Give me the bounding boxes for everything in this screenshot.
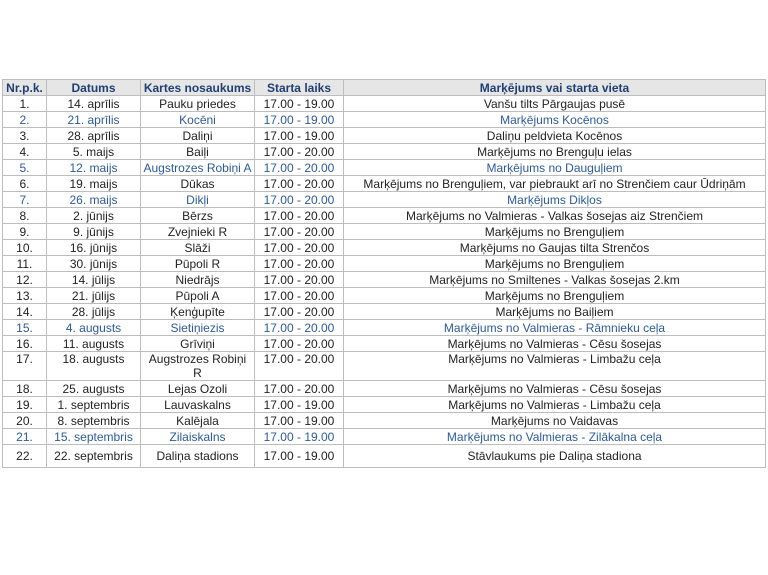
- row-map-name: Kocēni: [141, 112, 255, 128]
- row-start-place: Daliņu peldvieta Kocēnos: [344, 128, 766, 144]
- row-start-place: Marķējums no Valmieras - Rāmnieku ceļa: [344, 320, 766, 336]
- row-number: 4.: [3, 144, 47, 160]
- row-start-time: 17.00 - 20.00: [255, 336, 344, 352]
- row-start-time: 17.00 - 19.00: [255, 128, 344, 144]
- row-start-place: Marķējums no Dauguļiem: [344, 160, 766, 176]
- row-map-name: Pūpoli A: [141, 288, 255, 304]
- table-row: [3, 288, 766, 304]
- row-number: 8.: [3, 208, 47, 224]
- table-row: [3, 272, 766, 288]
- row-start-time: 17.00 - 20.00: [255, 272, 344, 288]
- row-map-name: Bērzs: [141, 208, 255, 224]
- table-row: [3, 240, 766, 256]
- table-row: [3, 208, 766, 224]
- row-start-place: Marķējums no Valmieras - Cēsu šosejas: [344, 336, 766, 352]
- header-nr: Nr.p.k.: [3, 80, 47, 96]
- row-start-time: 17.00 - 20.00: [255, 304, 344, 320]
- schedule-table: [2, 79, 766, 468]
- row-start-time: 17.00 - 20.00: [255, 240, 344, 256]
- row-number: 7.: [3, 192, 47, 208]
- row-start-time: 17.00 - 19.00: [255, 112, 344, 128]
- row-number: 20.: [3, 413, 47, 429]
- row-date: 28. aprīlis: [47, 128, 141, 144]
- row-start-time: 17.00 - 19.00: [255, 413, 344, 429]
- row-date: 16. jūnijs: [47, 240, 141, 256]
- row-number: 22.: [3, 445, 47, 468]
- row-start-place: Marķējums no Valmieras - Limbažu ceļa: [344, 397, 766, 413]
- row-map-name: Pauku priedes: [141, 96, 255, 112]
- table-row: [3, 336, 766, 352]
- row-date: 1. septembris: [47, 397, 141, 413]
- row-date: 22. septembris: [47, 445, 141, 468]
- row-start-place: Marķējums no Vaidavas: [344, 413, 766, 429]
- table-row: [3, 160, 766, 176]
- row-start-time: 17.00 - 20.00: [255, 381, 344, 397]
- row-number: 19.: [3, 397, 47, 413]
- row-date: 21. jūlijs: [47, 288, 141, 304]
- row-start-place: Marķējums no Valmieras - Limbažu ceļa: [344, 352, 766, 381]
- row-map-name: Daliņa stadions: [141, 445, 255, 468]
- row-start-time: 17.00 - 19.00: [255, 429, 344, 445]
- row-start-time: 17.00 - 20.00: [255, 160, 344, 176]
- table-row: [3, 304, 766, 320]
- row-start-place: Marķējums no Valmieras - Valkas šosejas aiz Strenčiem: [344, 208, 766, 224]
- row-date: 9. jūnijs: [47, 224, 141, 240]
- row-start-time: 17.00 - 20.00: [255, 144, 344, 160]
- table-row: [3, 144, 766, 160]
- row-date: 4. augusts: [47, 320, 141, 336]
- row-map-name: Augstrozes Robiņi R: [141, 352, 255, 381]
- row-number: 11.: [3, 256, 47, 272]
- row-start-place: Marķējums no Valmieras - Zilākalna ceļa: [344, 429, 766, 445]
- row-date: 14. jūlijs: [47, 272, 141, 288]
- row-number: 14.: [3, 304, 47, 320]
- row-start-time: 17.00 - 20.00: [255, 288, 344, 304]
- header-row: [3, 80, 766, 96]
- row-date: 25. augusts: [47, 381, 141, 397]
- row-date: 26. maijs: [47, 192, 141, 208]
- row-number: 15.: [3, 320, 47, 336]
- row-number: 17.: [3, 352, 47, 381]
- row-start-place: Stāvlaukums pie Daliņa stadiona: [344, 445, 766, 468]
- row-start-place: Vanšu tilts Pārgaujas pusē: [344, 96, 766, 112]
- table-body: [3, 96, 766, 468]
- row-number: 12.: [3, 272, 47, 288]
- row-map-name: Sietiņiezis: [141, 320, 255, 336]
- row-map-name: Lauvaskalns: [141, 397, 255, 413]
- row-start-place: Marķējums Dikļos: [344, 192, 766, 208]
- header-start-time: Starta laiks: [255, 80, 344, 96]
- row-map-name: Augstrozes Robiņi A: [141, 160, 255, 176]
- row-map-name: Niedrājs: [141, 272, 255, 288]
- row-map-name: Slāži: [141, 240, 255, 256]
- row-date: 8. septembris: [47, 413, 141, 429]
- row-start-time: 17.00 - 20.00: [255, 320, 344, 336]
- table-row: [3, 352, 766, 381]
- row-number: 5.: [3, 160, 47, 176]
- row-start-time: 17.00 - 19.00: [255, 96, 344, 112]
- row-number: 9.: [3, 224, 47, 240]
- table-row: [3, 381, 766, 397]
- row-date: 5. maijs: [47, 144, 141, 160]
- row-start-time: 17.00 - 20.00: [255, 256, 344, 272]
- row-map-name: Ķenģupīte: [141, 304, 255, 320]
- table-row: [3, 176, 766, 192]
- row-date: 28. jūlijs: [47, 304, 141, 320]
- row-date: 21. aprīlis: [47, 112, 141, 128]
- row-number: 16.: [3, 336, 47, 352]
- row-map-name: Daliņi: [141, 128, 255, 144]
- table-row: [3, 224, 766, 240]
- row-start-place: Marķējums no Brenguļiem: [344, 224, 766, 240]
- table-row: [3, 397, 766, 413]
- row-start-place: Marķējums no Brenguļiem: [344, 256, 766, 272]
- table-row: [3, 96, 766, 112]
- row-map-name: Zvejnieki R: [141, 224, 255, 240]
- row-map-name: Lejas Ozoli: [141, 381, 255, 397]
- row-number: 18.: [3, 381, 47, 397]
- table-row: [3, 445, 766, 468]
- row-date: 14. aprīlis: [47, 96, 141, 112]
- row-number: 21.: [3, 429, 47, 445]
- table-row: [3, 320, 766, 336]
- row-start-place: Marķējums no Valmieras - Cēsu šosejas: [344, 381, 766, 397]
- table-header: [3, 80, 766, 96]
- table-row: [3, 256, 766, 272]
- row-start-time: 17.00 - 20.00: [255, 192, 344, 208]
- row-map-name: Grīviņi: [141, 336, 255, 352]
- row-map-name: Pūpoli R: [141, 256, 255, 272]
- header-date: Datums: [47, 80, 141, 96]
- header-start-place: Marķējums vai starta vieta: [344, 80, 766, 96]
- row-date: 12. maijs: [47, 160, 141, 176]
- table-row: [3, 429, 766, 445]
- row-start-time: 17.00 - 19.00: [255, 397, 344, 413]
- row-start-time: 17.00 - 19.00: [255, 445, 344, 468]
- row-start-place: Marķējums Kocēnos: [344, 112, 766, 128]
- row-number: 6.: [3, 176, 47, 192]
- row-date: 18. augusts: [47, 352, 141, 381]
- row-start-place: Marķējums no Brenguļiem, var piebraukt arī no Strenčiem caur Ūdriņām: [344, 176, 766, 192]
- row-map-name: Dikļi: [141, 192, 255, 208]
- row-number: 10.: [3, 240, 47, 256]
- row-number: 13.: [3, 288, 47, 304]
- row-start-time: 17.00 - 20.00: [255, 352, 344, 381]
- row-start-place: Marķējums no Gaujas tilta Strenčos: [344, 240, 766, 256]
- row-map-name: Dūkas: [141, 176, 255, 192]
- row-date: 15. septembris: [47, 429, 141, 445]
- row-start-time: 17.00 - 20.00: [255, 176, 344, 192]
- row-start-place: Marķējums no Baiļiem: [344, 304, 766, 320]
- row-number: 3.: [3, 128, 47, 144]
- row-start-place: Marķējums no Smiltenes - Valkas šosejas 2.km: [344, 272, 766, 288]
- row-start-time: 17.00 - 20.00: [255, 224, 344, 240]
- row-date: 30. jūnijs: [47, 256, 141, 272]
- row-start-place: Marķējums no Brenguļiem: [344, 288, 766, 304]
- row-map-name: Kalējala: [141, 413, 255, 429]
- table-row: [3, 112, 766, 128]
- table-row: [3, 128, 766, 144]
- table-row: [3, 192, 766, 208]
- row-date: 11. augusts: [47, 336, 141, 352]
- row-date: 2. jūnijs: [47, 208, 141, 224]
- row-start-time: 17.00 - 20.00: [255, 208, 344, 224]
- row-number: 1.: [3, 96, 47, 112]
- row-map-name: Zilaiskalns: [141, 429, 255, 445]
- table-row: [3, 413, 766, 429]
- row-date: 19. maijs: [47, 176, 141, 192]
- header-map-name: Kartes nosaukums: [141, 80, 255, 96]
- row-map-name: Baiļi: [141, 144, 255, 160]
- row-number: 2.: [3, 112, 47, 128]
- row-start-place: Marķējums no Brenguļu ielas: [344, 144, 766, 160]
